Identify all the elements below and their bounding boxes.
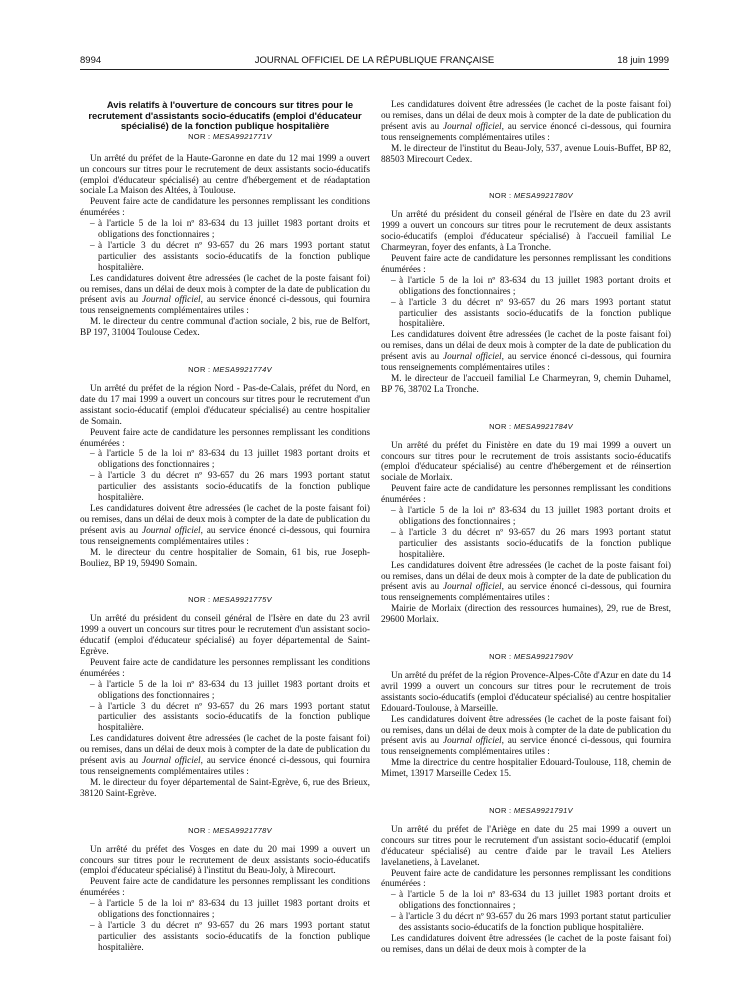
contact-address: M. le directeur du foyer départemental de Saint-Egrève, 6, rue des Brieux, 38120 Saint-Egrève. [80,777,370,799]
conditions-intro: Peuvent faire acte de candidature les personnes remplissant les conditions énumérées : [80,657,370,679]
condition-item: – à l'article 5 de la loi nº 83-634 du 13 juillet 1983 portant droits et obligations des fonctionnaires ; [90,899,370,921]
page-number: 8994 [80,55,102,66]
application-text: Les candidatures doivent être adressées (le cachet de la poste faisant foi) ou remises, dans un délai de deux mois à compter de la date de publication du présent avis au Journal officiel, au service énoncé ci-dessous, qui fournira tous renseignements complémentaires utiles : [80,503,371,547]
contact-address: Mme la directrice du centre hospitalier Edouard-Toulouse, 118, chemin de Mimet, 13917 Marseille Cedex 15. [381,758,671,780]
condition-item: – à l'article 5 de la loi nº 83-634 du 13 juillet 1983 portant droits et obligations des fonctionnaires ; [391,890,671,912]
conditions-intro: Peuvent faire acte de candidature les personnes remplissant les conditions énumérées : [80,427,370,449]
condition-item: – à l'article 3 du décret nº 93-657 du 26 mars 1993 portant statut particulier des assistants socio-éducatifs de la fonction publique hospitalière. [90,701,370,734]
conditions-list [80,219,370,274]
nor-reference: NOR : MESA9921791V [489,806,573,816]
condition-item: – à l'article 3 du décret nº 93-657 du 26 mars 1993 portant statut particulier des assistants socio-éducatifs de la fonction publique hospitalière. [391,527,671,560]
nor-reference: NOR : MESA9921784V [489,421,573,431]
conditions-list [80,449,370,504]
contact-address: M. le directeur de l'institut du Beau-Joly, 537, avenue Louis-Buffet, BP 82, 88503 Mirecourt Cedex. [381,143,671,165]
contact-address: M. le directeur du centre communal d'action sociale, 2 bis, rue de Belfort, BP 197, 31004 Toulouse Cedex. [80,317,370,339]
application-text: Les candidatures doivent être adressées (le cachet de la poste faisant foi) ou remises, dans un délai de deux mois à compter de la date de publication du présent avis au Journal officiel, au service énoncé ci-dessous, qui fournira tous renseignements complémentaires utiles : [381,714,672,758]
condition-item: – à l'article 3 du décret nº 93-657 du 26 mars 1993 portant statut particulier des assistants socio-éducatifs de la fonction publique hospitalière. [90,240,370,273]
condition-item: – à l'article 3 du décret nº 93-657 du 26 mars 1993 portant statut particulier des assistants socio-éducatifs de la fonction publique hospitalière. [90,920,370,953]
notice-intro: Un arrêté du préfet de la région Provence-Alpes-Côte d'Azur en date du 14 avril 1999 a ouvert un concours sur titres pour le recrutement de trois assistants socio-éducatifs (emploi d'éducateur spécialisé) au centre hospitalier Edouard-Toulouse, à Marseille. [381,670,671,714]
section-title: Avis relatifs à l'ouverture de concours sur titres pour le recrutement d'assistants socio-éducatifs (emploi d'éducateur spécialisé) de la fonction publique hospitalière [88,99,362,132]
condition-item: – à l'article 3 du décret nº 93-657 du 26 mars 1993 portant statut particulier des assistants socio-éducatifs de la fonction publique hospitalière. [90,471,370,504]
contact-address: M. le directeur de l'accueil familial Le Charmeyran, 9, chemin Duhamel, BP 76, 38702 La Tronche. [381,373,671,395]
notice-intro: Un arrêté du préfet de la région Nord - Pas-de-Calais, préfet du Nord, en date du 17 mai 1999 a ouvert un concours sur titres pour le recrutement d'un assistant socio-éducatif (emploi d'éducateur spécialisé) au centre hospitalier de Somain. [80,384,370,427]
condition-item: – à l'article 5 de la loi nº 83-634 du 13 juillet 1983 portant droits et obligations des fonctionnaires ; [391,506,671,527]
application-text: Les candidatures doivent être adressées (le cachet de la poste faisant foi) ou remises, dans un délai de deux mois à compter de la date de publication du présent avis au Journal officiel, au service énoncé ci-dessous, qui fournira tous renseignements complémentaires utiles : [381,330,672,374]
left-column [80,100,370,954]
nor-reference: NOR : MESA9921780V [489,191,573,201]
condition-item: – à l'article 5 de la loi nº 83-634 du 13 juillet 1983 portant droits et obligations des fonctionnaires ; [90,219,370,241]
condition-item: – à l'article 3 du décrt nº 93-657 du 26 mars 1993 portant statut particulier des assistants socio-éducatifs de la fonction publique hospitalière. [391,912,671,934]
condition-item: – à l'article 5 de la loi nº 83-634 du 13 juillet 1983 portant droits et obligations des fonctionnaires ; [90,679,370,701]
contact-address: M. le directeur du centre hospitalier de Somain, 61 bis, rue Joseph-Bouliez, BP 19, 59490 Somain. [80,547,370,569]
condition-item: – à l'article 3 du décret nº 93-657 du 26 mars 1993 portant statut particulier des assistants socio-éducatifs de la fonction publique hospitalière. [391,297,671,330]
conditions-list [381,506,671,561]
journal-title: JOURNAL OFFICIEL DE LA RÉPUBLIQUE FRANÇAISE [254,55,495,66]
notice-intro: Un arrêté du président du conseil général de l'Isère en date du 23 avril 1999 a ouvert un concours sur titres pour le recrutement d'un assistant socio-éducatif (emploi d'éducateur spécialisé) au foyer départemental de Saint-Egrève. [80,614,370,658]
condition-item: – à l'article 5 de la loi nº 83-634 du 13 juillet 1983 portant droits et obligations des fonctionnaires ; [391,275,671,297]
conditions-intro: Peuvent faire acte de candidature les personnes remplissant les conditions énumérées : [381,253,671,275]
application-text: Les candidatures doivent être adressées (le cachet de la poste faisant foi) ou remises, dans un délai de deux mois à compter de la date de publication du présent avis au Journal officiel, au service énoncé ci-dessous, qui fournira tous renseignements complémentaires utiles : [80,734,371,777]
nor-reference: NOR : MESA9921790V [489,652,573,662]
page-header [80,55,669,69]
notice-intro: Un arrêté du préfet de l'Ariège en date du 25 mai 1999 a ouvert un concours sur titres pour le recrutement d'un assistant socio-éducatif (emploi d'éducateur spécialisé) au centre d'aide par le travail Les Ateliers lavelanetiens, à Lavelanet. [381,824,671,868]
contact-address: Mairie de Morlaix (direction des ressources humaines), 29, rue de Brest, 29600 Morlaix. [381,604,671,626]
application-text: Les candidatures doivent être adressées (le cachet de la poste faisant foi) ou remises, dans un délai de deux mois à compter de la date de publication du présent avis au Journal officiel, au service énoncé ci-dessous, qui fournira tous renseignements complémentaires utiles : [381,560,672,604]
conditions-list [381,276,671,331]
right-column [381,100,671,956]
application-text: Les candidatures doivent être adressées (le cachet de la poste faisant foi) ou remises, dans un délai de deux mois à compter de la date de publication du présent avis au Journal officiel, au service énoncé ci-dessous, qui fournira tous renseignements complémentaires utiles : [381,100,672,143]
conditions-intro: Peuvent faire acte de candidature les personnes remplissant les conditions énumérées : [381,484,671,506]
notice-intro: Un arrêté du président du conseil général de l'Isère en date du 23 avril 1999 a ouvert un concours sur titres pour le recrutement de deux assistants socio-éducatifs (emploi d'éducateur spécialisé) à l'accueil familial Le Charmeyran, foyer des enfants, à La Tronche. [381,210,671,254]
conditions-intro: Peuvent faire acte de candidature les personnes remplissant les conditions énumérées : [80,877,370,899]
application-text-truncated: Les candidatures doivent être adressées (le cachet de la poste faisant foi) ou remises, dans un délai de deux mois à compter de la [381,934,671,955]
conditions-intro: Peuvent faire acte de candidature les personnes remplissant les conditions énumérées : [80,197,370,219]
condition-item: – à l'article 5 de la loi nº 83-634 du 13 juillet 1983 portant droits et obligations des fonctionnaires ; [90,449,370,471]
notice-intro: Un arrêté du préfet de la Haute-Garonne en date du 12 mai 1999 a ouvert un concours sur titres pour le recrutement de deux assistants socio-éducatifs (emploi d'éducateur spécialisé) au centre d'hébergement et de réadaptation sociale La Maison des Altées, à Toulouse. [80,153,370,197]
header-rule [80,69,669,70]
conditions-intro: Peuvent faire acte de candidature les personnes remplissant les conditions énumérées : [381,868,671,890]
nor-reference: NOR : MESA9921778V [188,825,272,835]
notice-intro: Un arrêté du préfet des Vosges en date du 20 mai 1999 a ouvert un concours sur titres pour le recrutement de deux assistants socio-éducatifs (emploi d'éducateur spécialisé) à l'institut du Beau-Joly, à Mirecourt. [80,844,370,877]
nor-reference: NOR : MESA9921775V [188,595,272,605]
conditions-list [80,899,370,954]
nor-reference: NOR : MESA9921774V [188,365,272,375]
publication-date: 18 juin 1999 [617,55,669,66]
nor-reference: NOR : MESA9921771V [188,131,272,141]
conditions-list [80,680,370,735]
conditions-list [381,890,671,934]
notice-intro: Un arrêté du préfet du Finistère en date du 19 mai 1999 a ouvert un concours sur titres pour le recrutement de trois assistants socio-éducatifs (emploi d'éducateur spécialisé) au centre d'hébergement et de réinsertion sociale de Morlaix. [381,440,671,484]
application-text: Les candidatures doivent être adressées (le cachet de la poste faisant foi) ou remises, dans un délai de deux mois à compter de la date de publication du présent avis au Journal officiel, au service énoncé ci-dessous, qui fournira tous renseignements complémentaires utiles : [80,273,371,317]
